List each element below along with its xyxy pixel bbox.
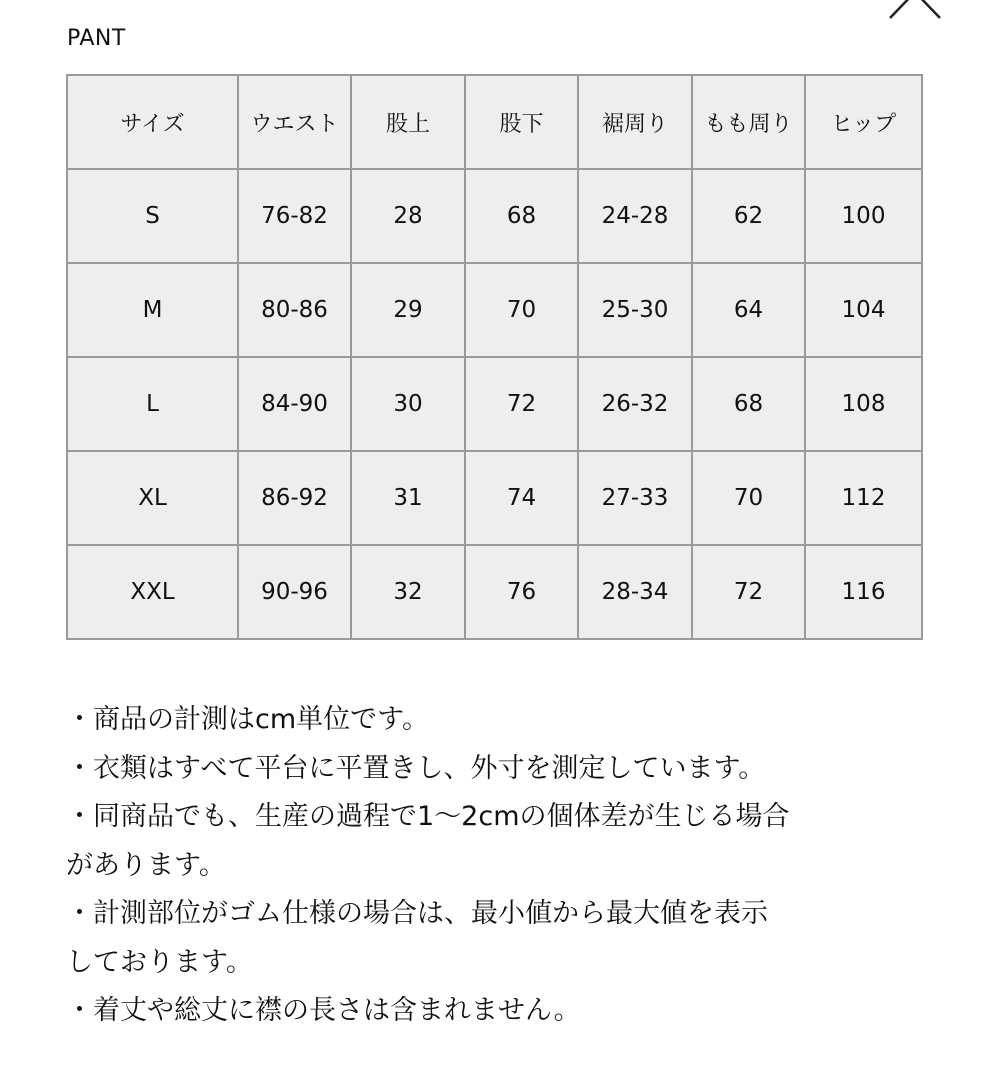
header-hem: 裾周り — [578, 75, 692, 169]
table-row — [67, 357, 922, 451]
table-cell: 116 — [805, 545, 922, 639]
table-cell: L — [67, 357, 238, 451]
size-chart-table — [66, 74, 923, 640]
header-size: サイズ — [67, 75, 238, 169]
table-cell: M — [67, 263, 238, 357]
measurement-notes — [66, 696, 936, 1036]
table-cell: 72 — [692, 545, 805, 639]
table-cell: 28 — [351, 169, 465, 263]
table-cell: 30 — [351, 357, 465, 451]
table-cell: 72 — [465, 357, 578, 451]
note-line: ・商品の計測はcm単位です。 — [66, 704, 429, 735]
table-cell: 104 — [805, 263, 922, 357]
header-rise: 股上 — [351, 75, 465, 169]
table-cell: XL — [67, 451, 238, 545]
table-cell: 80-86 — [238, 263, 351, 357]
table-cell: 24-28 — [578, 169, 692, 263]
table-cell: 100 — [805, 169, 922, 263]
page-title: PANT — [67, 26, 126, 51]
table-row — [67, 169, 922, 263]
table-cell: 25-30 — [578, 263, 692, 357]
close-icon — [880, 0, 950, 20]
note-line: ・衣類はすべて平台に平置きし、外寸を測定しています。 — [66, 752, 766, 784]
table-row — [67, 263, 922, 357]
close-button[interactable] — [880, 0, 950, 20]
table-cell: 68 — [465, 169, 578, 263]
table-cell: 90-96 — [238, 545, 351, 639]
table-cell: 68 — [692, 357, 805, 451]
table-cell: 86-92 — [238, 451, 351, 545]
table-cell: 76-82 — [238, 169, 351, 263]
note-line: ・着丈や総丈に襟の長さは含まれません。 — [66, 995, 581, 1026]
table-cell: 29 — [351, 263, 465, 357]
table-cell: 27-33 — [578, 451, 692, 545]
header-inseam: 股下 — [465, 75, 578, 169]
table-cell: 74 — [465, 451, 578, 545]
table-cell: 26-32 — [578, 357, 692, 451]
table-cell: 28-34 — [578, 545, 692, 639]
table-cell: 108 — [805, 357, 922, 451]
table-cell: 112 — [805, 451, 922, 545]
table-cell: 84-90 — [238, 357, 351, 451]
header-waist: ウエスト — [238, 75, 351, 169]
header-thigh: もも周り — [692, 75, 805, 169]
table-cell: XXL — [67, 545, 238, 639]
note-line: ・同商品でも、生産の過程で1～2cmの個体差が生じる場合 — [66, 801, 790, 832]
table-cell: 70 — [692, 451, 805, 545]
table-cell: 31 — [351, 451, 465, 545]
table-row — [67, 451, 922, 545]
table-cell: 62 — [692, 169, 805, 263]
table-header-row — [67, 75, 922, 169]
note-line: しております。 — [66, 946, 253, 978]
header-hip: ヒップ — [805, 75, 922, 169]
note-line: があります。 — [66, 849, 226, 881]
table-cell: 76 — [465, 545, 578, 639]
note-line: ・計測部位がゴム仕様の場合は、最小値から最大値を表示 — [66, 898, 768, 929]
table-cell: S — [67, 169, 238, 263]
table-cell: 64 — [692, 263, 805, 357]
table-row — [67, 545, 922, 639]
table-cell: 70 — [465, 263, 578, 357]
table-cell: 32 — [351, 545, 465, 639]
